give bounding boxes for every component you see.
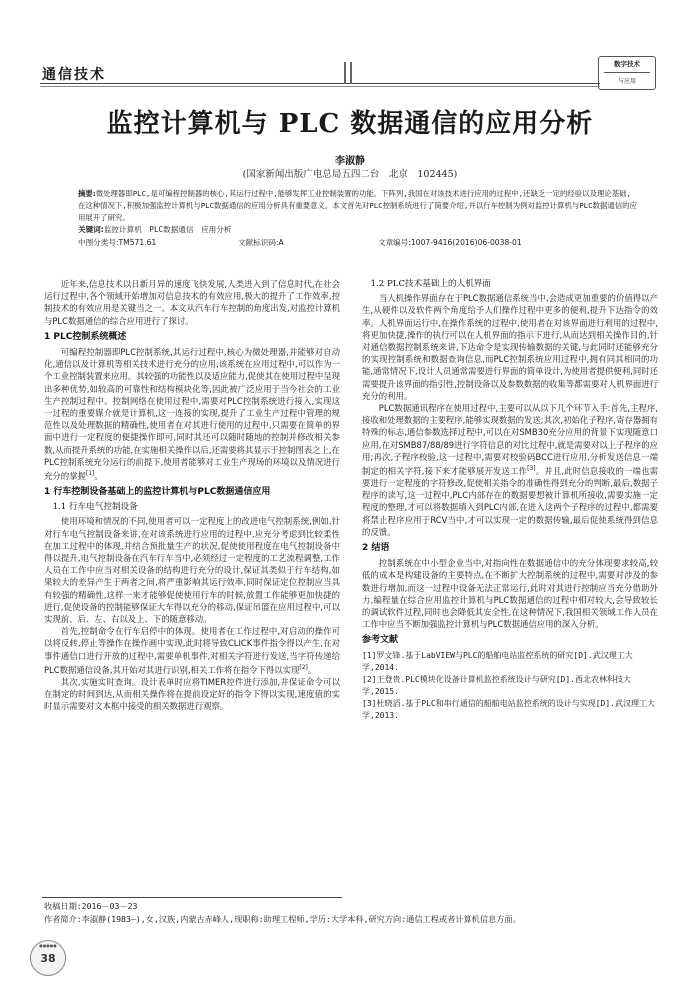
section-heading-1: 1 PLC控制系统概述: [44, 331, 127, 342]
page-number-badge: [30, 940, 66, 976]
paragraph: 可编程控制器即PLC控制系统,其运行过程中,核心为微处理器,并能够对自动化,通信以及计算机等相关技术进行充分的应用,该系统在应用过程中,可以作为一个工业控制装置来应用。其较强的功能性以及适应能力,促使其在使用过程中呈现出多种优势,如较高的可靠性和结构模块化等,因此被广泛应用于当今社会的工业生产控制过程中。控制网络在使用过程中,需要对PLC控制系统进行接入,实现这一过程的重要媒介就是计算机,这一连接的实现,提升了工业生产过程中管理的规范性以及处理数据的精确性,使用者在对其进行使用的过程中,只需要在简单的界面中进行一定程度的便捷操作即可,同时其还可以随时随地的控制并修改相关参数,从而提升系统的功能,在实施相关操作以后,还需要将其显示于控制图表之上,在PLC控制系统充分运行的前提下,使用者能够对工业生产现场的环境以及情况进行充分的掌握[1]。: [44, 347, 340, 481]
paragraph: 其次,实施实时查询。设计表单时应将TIMER控件进行添加,并保证命令可以在制定的时间到达,从而相关操作将在提前设定好的指令下得以实现,速度值的实时显示需要对文本框中接受的相关数据进行观察。: [44, 676, 340, 712]
keywords: [78, 224, 231, 235]
reference-item: [2]王登贵.PLC模块化设备计算机监控系统设计与研究[D].西北农林科技大学,2015.: [362, 674, 631, 696]
abstract-label: 摘要:: [78, 189, 96, 198]
abstract: [78, 188, 638, 224]
paragraph: 使用环境和情况的不同,使用者可以一定程度上的改进电气控制系统,例如,针对行车电气控制设备来讲,在对该系统进行应用的过程中,应充分考虑到比较柔性在加工过程中的体现,并结合预批量生产的状况,促使使用程度在电气控制设备中得以提升,电气控制设备在汽车行车当中,必须经过一定程度的工艺流程调整,工作人员在工作中应当对相关设备的结构进行充分的设计,保证其类似于行车结构,如果较大的差异产生于两者之间,将严重影响其运行效率,同时保证定位控制应当具有较强的精确性,这样一来才能够促使使用行车的时候,放置工作能够更加快捷的进行,促使设备的控制能够保证大车得以充分的移动,保证吊篮在应用过程中,可以实现前、后、左、右以及上、下的随意移动。: [44, 516, 340, 625]
author-bio: 作者简介:李淑静(1983—),女,汉族,内蒙古赤峰人,现职称:助理工程师,学历:大学本科,研究方向:通信工程或者计算机信息方面。: [44, 914, 521, 924]
paragraph: 当人机操作界面存在于PLC数据通信系统当中,会造成更加重要的价值得以产生,从硬件以及软件两个角度给予人们操作过程中更多的便利,提升下达指令的效率。人机界面运行中,在操作系统的过程中,使用者在对该界面进行利用的过程中,将更加快捷,操作的执行可以在人机界面的指示下进行,从而达到相关操作目的,针对通信数据控制系统来讲,下达命令是实现传输数据的关键,与此同时还能够充分的实现控制系统和数据查询信息,而PLC控制系统应用过程中,拥有同其相同的功能,通常情况下,设计人员通常需要进行界面的简单设计,为使用者提供便利,同时还需要提升该界面的指引性,控制设备以及参数数据的收集等都需要对人机界面进行充分的利用。: [362, 293, 658, 401]
header-rule: [40, 83, 600, 84]
article-number: 文章编号:1007-9416(2016)06-0038-01: [378, 238, 522, 247]
reference-item: [3]杜晓滔.基于PLC和串行通信的船舶电站监控系统的设计与实现[D].武汉理工大学,2013.: [362, 698, 655, 720]
author-name: 李淑静: [335, 156, 365, 167]
header-rule-secondary: [40, 86, 600, 87]
keywords-label: 关键词:: [78, 225, 104, 234]
journal-badge: [598, 56, 656, 90]
references-heading: 参考文献: [362, 635, 399, 646]
left-column: [44, 278, 340, 713]
section-title: 通信技术: [42, 67, 106, 83]
section-heading-2: 1 行车控制设备基础上的监控计算机与PLC数据通信应用: [44, 487, 271, 498]
abstract-text: 微处理器即PLC,是可编程控制器的核心,其运行过程中,能够发挥工业控制装置的功能。下阵列,我国在对该技术进行应用的过程中,还缺乏一定的经验以及理论基础,在这种情况下,积极加强监控计算机与PLC数据通信的应用分析具有重要意义。本文首先对PLC控制系统进行了简要介绍,并以行车控制为例对监控计算机与PLC数据通信的应用展开了研究。: [78, 189, 637, 222]
references-list: [362, 650, 658, 722]
clc-number: 中图分类号:TM571.61: [78, 238, 157, 247]
right-column: [362, 278, 658, 722]
journal-badge-top: 数字技术: [614, 60, 640, 68]
section-heading-conclusion: 2 结语: [362, 543, 390, 554]
intro-paragraph: 近年来,信息技术以日新月异的速度飞快发展,人类进入到了信息时代,在社会运行过程中,各个领域开始增加对信息技术的有效应用,极大的提升了工作效率,控制技术的有效应用是关键当之一。本文从汽车行车控制的角度出发,对监控计算机与PLC数据通信的综合应用进行了探讨。: [44, 279, 340, 326]
journal-badge-bottom: 与应用: [617, 78, 636, 85]
paragraph: 控制系统在中小型企业当中,对指向性在数据通信中的充分体现要求较高,较低的成本是构建设备的主要特点,在不断扩大控制系统的过程中,需要对涉及的参数进行增加,而这一过程中设备无法正常运行,此时对其进行控制应当充分借助外力,编程量在综合应用监控计算机与PLC数据通信的过程中相对较大,会导致较长的调试软件过程,同时也会降低其安全性,在这种情况下,我国相关领域工作人员在工作中应当不断加强监控计算机与PLC数据通信应用的深入分析。: [362, 558, 658, 630]
footnote-rule: [42, 897, 342, 898]
document-code: 文献标识码:A: [238, 238, 284, 247]
paragraph: 首先,控制命令在行车启停中的体现。使用者在工作过程中,对启动的操作可以将反转,停止等操作在操作画中实现,此时将导致CLICK事件指令得以产生,在对事件通信口进行开放的过程中,需要单机事件,对相关字符进行发送,当字符传递给PLC数据通信设备,其开始对其进行识别,相关工作将在指令下得以实现[2]。: [44, 626, 340, 675]
subsection-heading-1-1: 1.1 行车电气控制设备: [52, 502, 138, 513]
reference-item: [1]罗文锋.基于LabVIEW与PLC的船舶电站监控系统的研究[D].武汉理工大学,2014.: [362, 650, 633, 672]
paragraph: PLC数据通讯程序在使用过程中,主要可以从以下几个环节入手:首先,主程序,接收和处理数据的主要程序,能够实现数据的发送;其次,初始化子程序,寄存器拥有特殊的标志,通信参数选择过程中,可以在对SMB30充分应用的背景下实现随意口应用,在对SMB87/88/89进行字符信息的对比过程中,就是需要对以上子程序的应用;再次,子程序校验,这一过程中,需要对校验码BCC进行应用,分析发送信息一端制定的相关字符,接下来才能够展开发送工作[3]。并且,此时信息接收的一端也需要进行一定程度的字符修改,促使相关指令的准确性得到充分的判断,最后,数据子程序的读写,这一过程中,PLC内部存在的数据要想被计算机所接收,需要实施一定程度的整理,才可以将数据填入到PLC内部,在进入这两个子程序的过程中,都需要将禁止程序应用于RCV当中,才可以实现一定的数据传输,最后促使系统得到信息的反馈。: [362, 403, 658, 537]
affiliation: (国家新闻出版广电总局五四二台 北京 102445): [242, 169, 458, 180]
page-number: 38: [40, 952, 56, 965]
keywords-text: 监控计算机 PLC数据通信 应用分析: [103, 225, 232, 234]
badge-ring-icon: ●●●●●: [39, 943, 57, 948]
received-date: 收稿日期:2016－03－23: [44, 901, 138, 911]
paper-title: 监控计算机与 PLC 数据通信的应用分析: [106, 109, 594, 139]
subsection-heading-1-2: 1.2 PLC技术基础上的人机界面: [370, 279, 491, 289]
